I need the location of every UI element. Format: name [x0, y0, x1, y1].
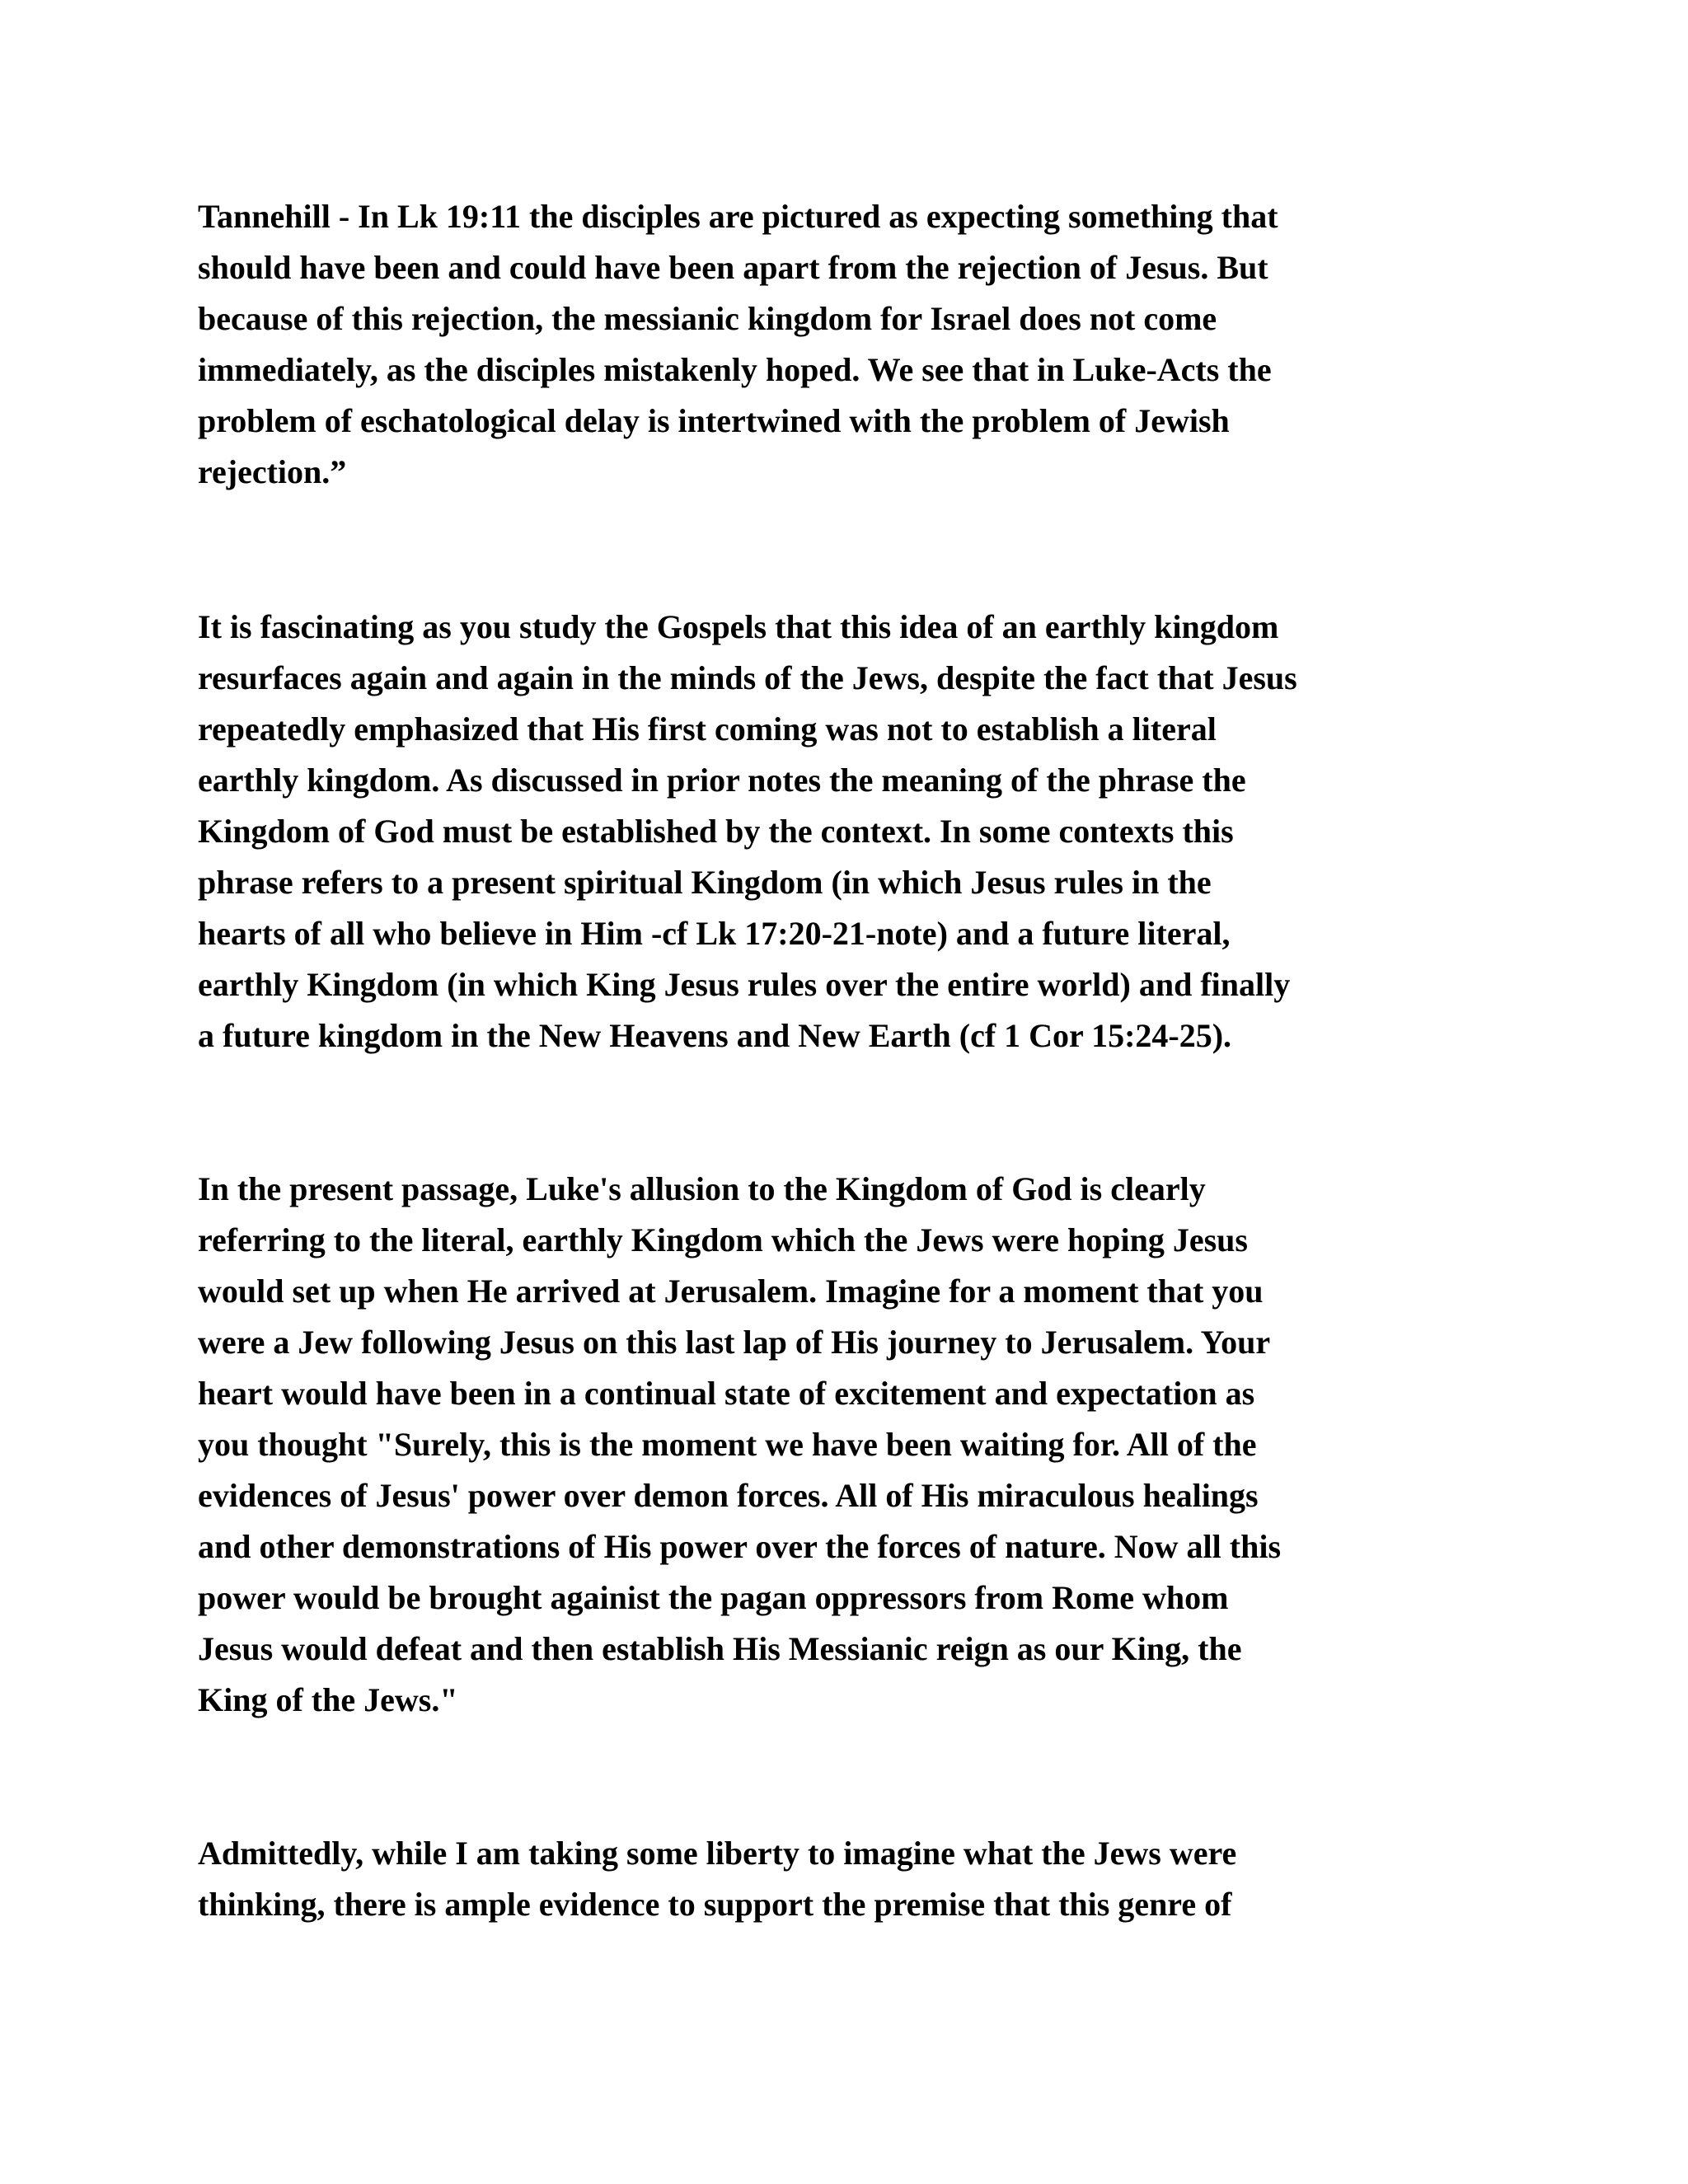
text-line: earthly kingdom. As discussed in prior notes the meaning of the phrase the: [198, 762, 1246, 799]
text-line: resurfaces again and again in the minds of the Jews, despite the fact that Jesus: [198, 659, 1297, 696]
text-line: problem of eschatological delay is intertwined with the problem of Jewish: [198, 402, 1230, 439]
text-line: you thought "Surely, this is the moment we have been waiting for. All of the: [198, 1426, 1257, 1463]
text-line: thinking, there is ample evidence to support the premise that this genre of: [198, 1886, 1232, 1923]
text-line: would set up when He arrived at Jerusalem. Imagine for a moment that you: [198, 1272, 1264, 1310]
text-line: It is fascinating as you study the Gospels that this idea of an earthly kingdom: [198, 608, 1279, 645]
text-line: referring to the literal, earthly Kingdom which the Jews were hoping Jesus: [198, 1221, 1248, 1258]
text-line: a future kingdom in the New Heavens and New Earth (cf 1 Cor 15:24-25).: [198, 1017, 1232, 1054]
paragraph-earthly-kingdom: [198, 602, 1297, 1062]
text-line: King of the Jews.": [198, 1681, 458, 1718]
text-line: heart would have been in a continual state of excitement and expectation as: [198, 1375, 1255, 1412]
text-line: power would be brought againist the pagan oppressors from Rome whom: [198, 1579, 1229, 1616]
paragraph-admittedly: [198, 1828, 1236, 1930]
paragraph-present-passage: [198, 1164, 1281, 1726]
text-line: rejection.”: [198, 453, 347, 490]
text-line: evidences of Jesus' power over demon forces. All of His miraculous healings: [198, 1477, 1259, 1514]
text-line: and other demonstrations of His power over the forces of nature. Now all this: [198, 1528, 1282, 1565]
text-line: Kingdom of God must be established by the context. In some contexts this: [198, 813, 1234, 850]
text-line: Jesus would defeat and then establish His Messianic reign as our King, the: [198, 1630, 1242, 1667]
paragraph-tannehill-quote: [198, 191, 1278, 498]
text-line: hearts of all who believe in Him -cf Lk 17:20-21-note) and a future literal,: [198, 915, 1231, 952]
text-line: Admittedly, while I am taking some liberty to imagine what the Jews were: [198, 1835, 1237, 1872]
text-line: repeatedly emphasized that His first coming was not to establish a literal: [198, 710, 1217, 748]
text-line: earthly Kingdom (in which King Jesus rules over the entire world) and finally: [198, 966, 1291, 1003]
text-line: were a Jew following Jesus on this last lap of His journey to Jerusalem. Your: [198, 1324, 1271, 1361]
text-line: because of this rejection, the messianic kingdom for Israel does not come: [198, 300, 1217, 337]
text-line: should have been and could have been apart from the rejection of Jesus. But: [198, 249, 1268, 286]
text-line: Tannehill - In Lk 19:11 the disciples are pictured as expecting something that: [198, 198, 1278, 235]
text-line: phrase refers to a present spiritual Kingdom (in which Jesus rules in the: [198, 864, 1212, 901]
text-line: immediately, as the disciples mistakenly hoped. We see that in Luke-Acts the: [198, 351, 1272, 388]
text-line: In the present passage, Luke's allusion to the Kingdom of God is clearly: [198, 1170, 1206, 1207]
